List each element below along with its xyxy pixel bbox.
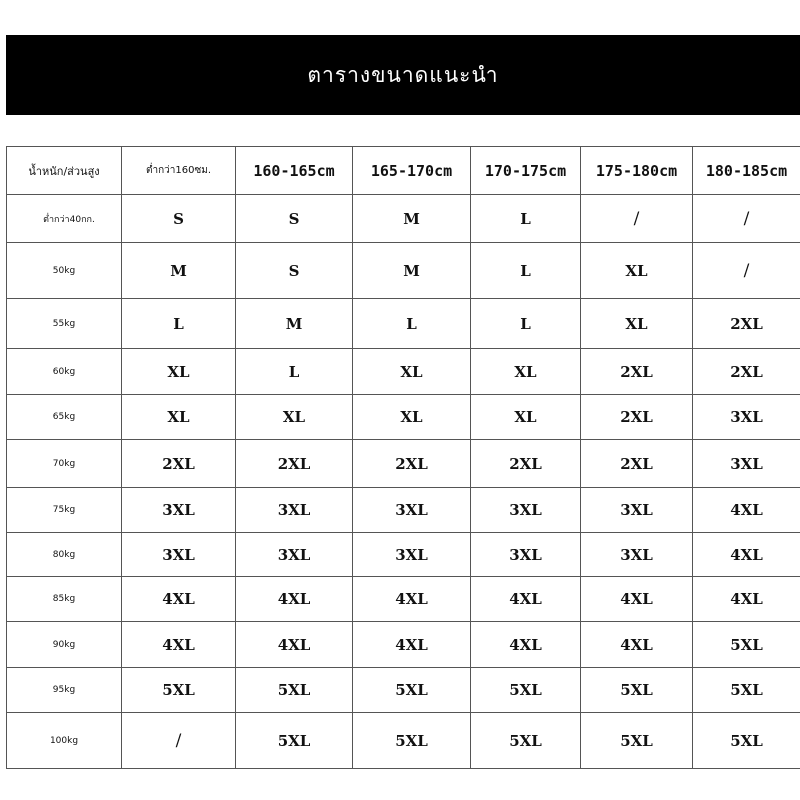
size-chart-banner bbox=[6, 35, 800, 115]
size-cell: 5XL bbox=[236, 713, 353, 769]
table-row bbox=[7, 713, 800, 769]
height-header: 180-185cm bbox=[693, 147, 800, 195]
size-cell: / bbox=[581, 195, 693, 243]
size-cell: 5XL bbox=[353, 713, 471, 769]
size-cell: 2XL bbox=[693, 349, 800, 395]
table-row bbox=[7, 577, 800, 622]
height-header: ต่ำกว่า160ซม. bbox=[122, 147, 236, 195]
size-cell: XL bbox=[353, 395, 471, 440]
table-row bbox=[7, 299, 800, 349]
size-cell: 2XL bbox=[693, 299, 800, 349]
size-cell: 5XL bbox=[471, 713, 581, 769]
table-row bbox=[7, 395, 800, 440]
size-cell: S bbox=[236, 243, 353, 299]
weight-cell: ต่ำกว่า40กก. bbox=[7, 195, 122, 243]
size-cell: 5XL bbox=[353, 668, 471, 713]
size-cell: 4XL bbox=[693, 577, 800, 622]
size-cell: / bbox=[693, 195, 800, 243]
size-cell: 3XL bbox=[581, 533, 693, 577]
size-cell: 3XL bbox=[353, 488, 471, 533]
weight-cell: 90kg bbox=[7, 622, 122, 668]
weight-cell: 80kg bbox=[7, 533, 122, 577]
banner-title: ตารางขนาดแนะนำ bbox=[307, 62, 499, 87]
table-row bbox=[7, 195, 800, 243]
weight-cell: 85kg bbox=[7, 577, 122, 622]
weight-cell: 75kg bbox=[7, 488, 122, 533]
size-cell: 2XL bbox=[581, 440, 693, 488]
size-cell: 2XL bbox=[471, 440, 581, 488]
weight-cell: 95kg bbox=[7, 668, 122, 713]
size-cell: 3XL bbox=[122, 533, 236, 577]
size-cell: 5XL bbox=[236, 668, 353, 713]
weight-cell: 100kg bbox=[7, 713, 122, 769]
weight-cell: 50kg bbox=[7, 243, 122, 299]
size-cell: 3XL bbox=[236, 533, 353, 577]
table-row bbox=[7, 349, 800, 395]
size-cell: 2XL bbox=[236, 440, 353, 488]
size-cell: 5XL bbox=[693, 622, 800, 668]
size-cell: L bbox=[471, 299, 581, 349]
size-cell: XL bbox=[471, 395, 581, 440]
corner-header: น้ำหนัก/ส่วนสูง bbox=[7, 147, 122, 195]
header-row bbox=[7, 147, 800, 195]
size-cell: 4XL bbox=[236, 622, 353, 668]
size-cell: 4XL bbox=[353, 577, 471, 622]
size-cell: 3XL bbox=[693, 395, 800, 440]
weight-cell: 70kg bbox=[7, 440, 122, 488]
size-cell: M bbox=[236, 299, 353, 349]
size-cell: 4XL bbox=[122, 622, 236, 668]
size-cell: XL bbox=[122, 349, 236, 395]
size-cell: 5XL bbox=[693, 668, 800, 713]
size-cell: M bbox=[122, 243, 236, 299]
size-cell: 4XL bbox=[693, 488, 800, 533]
size-cell: 5XL bbox=[122, 668, 236, 713]
size-cell: 3XL bbox=[471, 488, 581, 533]
size-cell: / bbox=[693, 243, 800, 299]
size-cell: 3XL bbox=[122, 488, 236, 533]
size-cell: 3XL bbox=[471, 533, 581, 577]
size-cell: 4XL bbox=[353, 622, 471, 668]
size-cell: L bbox=[122, 299, 236, 349]
size-cell: L bbox=[353, 299, 471, 349]
size-cell: 5XL bbox=[581, 713, 693, 769]
size-cell: 4XL bbox=[581, 577, 693, 622]
size-cell: XL bbox=[581, 299, 693, 349]
size-cell: 4XL bbox=[693, 533, 800, 577]
size-cell: 4XL bbox=[581, 622, 693, 668]
size-cell: 5XL bbox=[693, 713, 800, 769]
size-cell: XL bbox=[471, 349, 581, 395]
size-cell: / bbox=[122, 713, 236, 769]
table-row bbox=[7, 533, 800, 577]
size-cell: L bbox=[471, 243, 581, 299]
size-cell: 2XL bbox=[122, 440, 236, 488]
size-cell: 2XL bbox=[353, 440, 471, 488]
size-cell: 2XL bbox=[581, 395, 693, 440]
size-cell: 4XL bbox=[471, 622, 581, 668]
size-cell: S bbox=[122, 195, 236, 243]
size-cell: 3XL bbox=[693, 440, 800, 488]
size-cell: 4XL bbox=[236, 577, 353, 622]
size-cell: 2XL bbox=[581, 349, 693, 395]
size-cell: 5XL bbox=[471, 668, 581, 713]
height-header: 160-165cm bbox=[236, 147, 353, 195]
size-cell: 4XL bbox=[122, 577, 236, 622]
height-header: 175-180cm bbox=[581, 147, 693, 195]
weight-cell: 60kg bbox=[7, 349, 122, 395]
size-cell: 3XL bbox=[581, 488, 693, 533]
size-cell: XL bbox=[581, 243, 693, 299]
size-cell: S bbox=[236, 195, 353, 243]
weight-cell: 55kg bbox=[7, 299, 122, 349]
size-cell: 3XL bbox=[353, 533, 471, 577]
size-cell: XL bbox=[236, 395, 353, 440]
table-row bbox=[7, 440, 800, 488]
height-header: 170-175cm bbox=[471, 147, 581, 195]
table-row bbox=[7, 622, 800, 668]
size-cell: XL bbox=[122, 395, 236, 440]
table-row bbox=[7, 488, 800, 533]
size-cell: 3XL bbox=[236, 488, 353, 533]
height-header: 165-170cm bbox=[353, 147, 471, 195]
size-cell: M bbox=[353, 195, 471, 243]
size-cell: M bbox=[353, 243, 471, 299]
weight-cell: 65kg bbox=[7, 395, 122, 440]
size-chart-table bbox=[6, 146, 800, 769]
size-cell: L bbox=[236, 349, 353, 395]
table-row bbox=[7, 243, 800, 299]
size-cell: L bbox=[471, 195, 581, 243]
size-cell: XL bbox=[353, 349, 471, 395]
size-cell: 5XL bbox=[581, 668, 693, 713]
size-cell: 4XL bbox=[471, 577, 581, 622]
table-row bbox=[7, 668, 800, 713]
